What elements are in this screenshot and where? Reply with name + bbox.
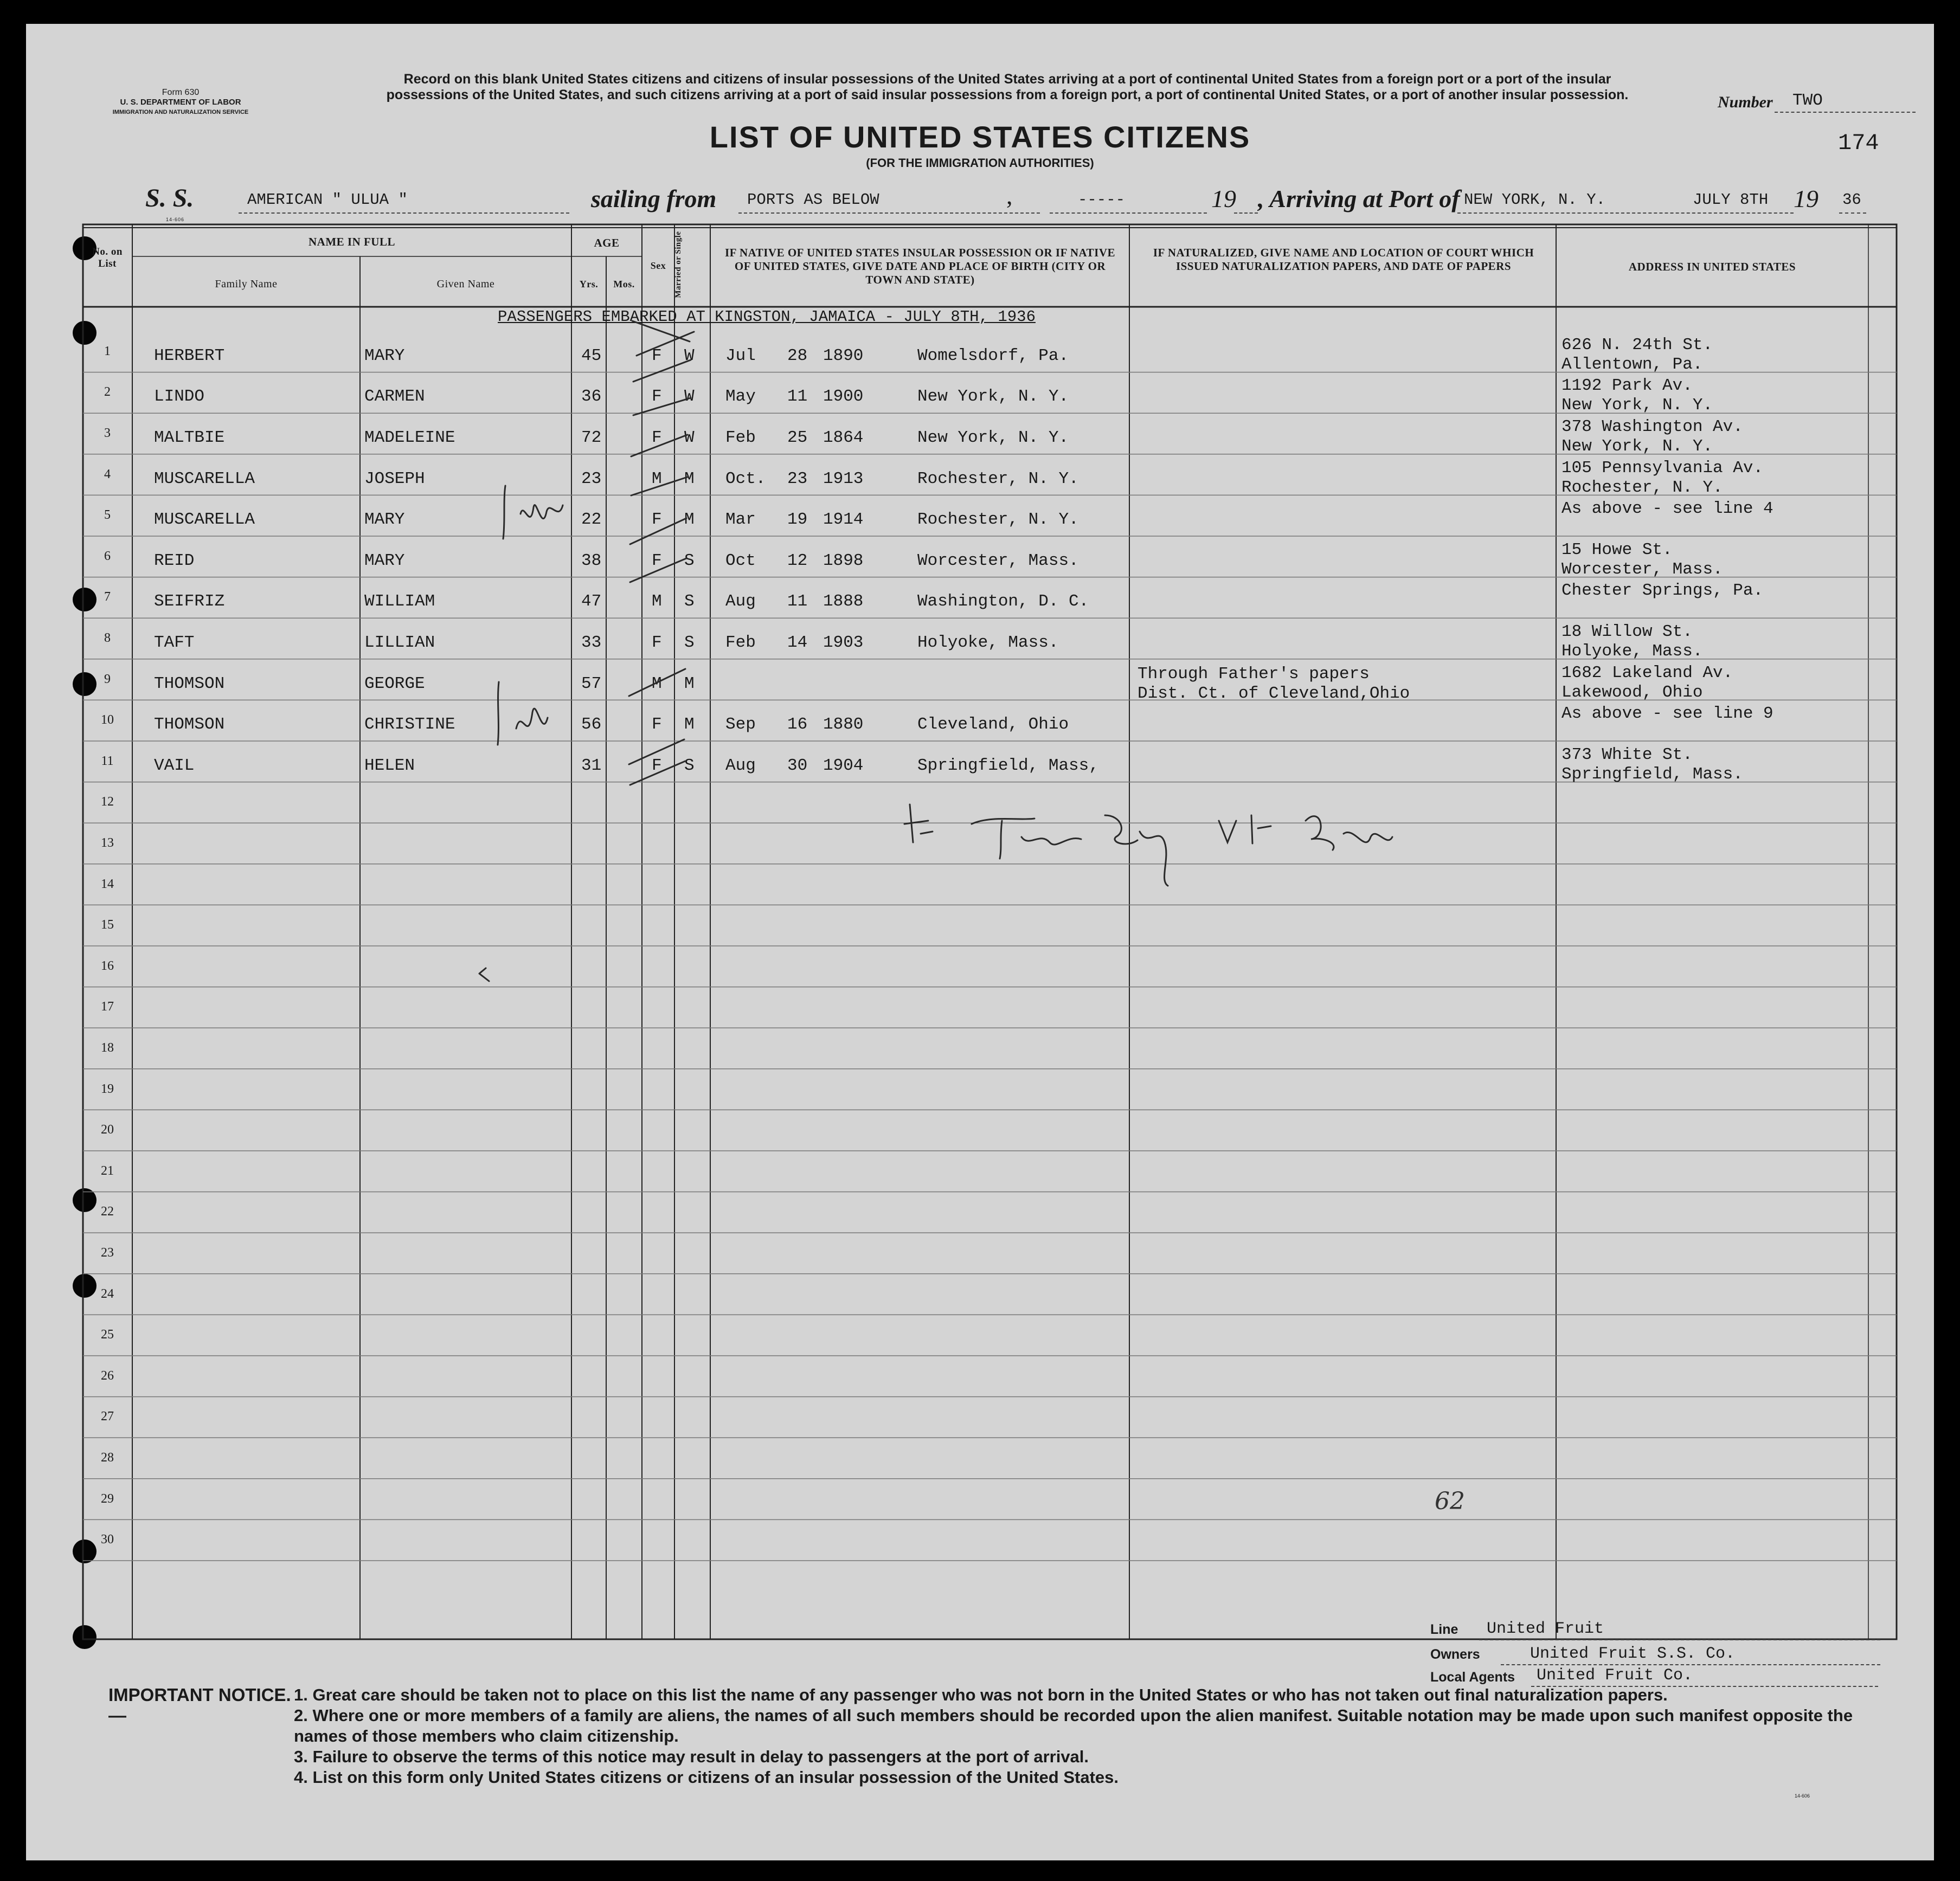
- header-name-in-full: NAME IN FULL: [308, 235, 395, 248]
- line-number: 19: [101, 1081, 114, 1096]
- address-line-1: 105 Pennsylvania Av.: [1561, 458, 1764, 478]
- check-mark: [637, 332, 694, 356]
- owners-label: Owners: [1430, 1647, 1480, 1662]
- age-years: 57: [581, 674, 602, 693]
- line-number: 24: [101, 1286, 114, 1301]
- family-name: VAIL: [154, 756, 195, 775]
- naturalization-line-1: Through Father's papers: [1138, 664, 1370, 684]
- sex: M: [652, 469, 662, 488]
- birth-year: 1904: [823, 756, 864, 775]
- margin-scribble: [516, 708, 548, 729]
- line-number: 29: [101, 1491, 114, 1506]
- line-number: 28: [101, 1450, 114, 1465]
- address-line-2: Worcester, Mass.: [1561, 559, 1723, 579]
- family-name: MUSCARELLA: [154, 510, 255, 530]
- birth-place: Holyoke, Mass.: [917, 633, 1059, 652]
- check-mark: [631, 435, 687, 456]
- owners-value: United Fruit S.S. Co.: [1530, 1645, 1736, 1663]
- given-name: MARY: [364, 346, 405, 365]
- header-yrs: Yrs.: [579, 279, 599, 289]
- given-name: JOSEPH: [364, 469, 425, 488]
- page-title: LIST OF UNITED STATES CITIZENS: [709, 120, 1251, 154]
- birth-month: Jul: [725, 346, 756, 365]
- given-name: WILLIAM: [364, 592, 435, 611]
- address-line-2: Holyoke, Mass.: [1561, 641, 1703, 661]
- line-number: 25: [101, 1328, 114, 1342]
- birth-year: 1898: [823, 551, 864, 570]
- sex: F: [652, 633, 662, 652]
- check-mark: [630, 761, 685, 785]
- header-no-on-list: No. on List: [92, 246, 123, 269]
- age-years: 45: [581, 346, 602, 365]
- given-name: MARY: [364, 551, 405, 570]
- marital-status: S: [684, 633, 695, 652]
- instruction-text: Record on this blank United States citizens and citizens of insular possessions of the United States arriving at a port of continental United States from a foreign port or a port of the insular possessions of the United States, and such citizens arriving at a port of said insular possessions from a foreign port, a port of continental United States, or a port of another insular possession.: [386, 72, 1629, 102]
- given-name: GEORGE: [364, 674, 425, 693]
- address-line-2: New York, N. Y.: [1561, 396, 1713, 415]
- birth-day: 11: [787, 387, 808, 407]
- sex: F: [652, 387, 662, 407]
- marital-status: M: [684, 715, 695, 735]
- marital-status: M: [684, 510, 695, 530]
- address-line-2: New York, N. Y.: [1561, 436, 1713, 456]
- address-line-1: As above - see line 4: [1561, 499, 1773, 519]
- margin-scribble: [498, 682, 499, 745]
- address-line-2: Allentown, Pa.: [1561, 355, 1703, 374]
- sex: F: [652, 346, 662, 365]
- department: U. S. DEPARTMENT OF LABOR: [120, 98, 241, 107]
- notice-item-3: 3. Failure to observe the terms of this notice may result in delay to passengers at the port of arrival.: [294, 1747, 1089, 1766]
- age-years: 36: [581, 387, 602, 407]
- age-years: 72: [581, 428, 602, 447]
- agents-label: Local Agents: [1430, 1670, 1515, 1685]
- sex: F: [652, 715, 662, 735]
- birth-day: 23: [787, 469, 808, 488]
- check-mark: [630, 558, 686, 582]
- header-mos: Mos.: [613, 279, 635, 289]
- naturalization-line-2: Dist. Ct. of Cleveland,Ohio: [1138, 684, 1410, 703]
- birth-year: 1900: [823, 387, 864, 407]
- check-mark: [629, 739, 684, 764]
- number-value: TWO: [1792, 91, 1823, 110]
- line-number: 17: [101, 1000, 114, 1014]
- address-line-1: 378 Washington Av.: [1561, 417, 1743, 436]
- sex: F: [652, 551, 662, 570]
- birth-day: 12: [787, 551, 808, 570]
- marital-status: M: [684, 674, 695, 693]
- check-mark: [632, 321, 690, 342]
- family-name: THOMSON: [154, 715, 225, 735]
- sex: M: [652, 592, 662, 611]
- printer-note: 14-606: [166, 217, 185, 222]
- notice-item-2: 2. Where one or more members of a family are aliens, the names of all such members should be recorded upon the alien manifest. Suitable notation may be made upon such manifest opposite the names of those members who claim citizenship.: [294, 1706, 1853, 1745]
- age-years: 33: [581, 633, 602, 652]
- ship-name: AMERICAN " ULUA ": [247, 191, 408, 209]
- handwritten-note: [972, 819, 1081, 859]
- sailing-label: sailing from: [591, 185, 717, 212]
- check-mark: [631, 477, 687, 495]
- address-line-1: 1192 Park Av.: [1561, 376, 1693, 396]
- header-naturalized: IF NATURALIZED, GIVE NAME AND LOCATION OF COURT WHICH ISSUED NATURALIZATION PAPERS, AND DATE OF PAPERS: [1153, 246, 1534, 273]
- notice-item-4: 4. List on this form only United States citizens or citizens of an insular possession of the United States.: [294, 1768, 1119, 1787]
- margin-tick: [479, 968, 489, 981]
- line-value: United Fruit: [1487, 1620, 1604, 1638]
- service: IMMIGRATION AND NATURALIZATION SERVICE: [112, 109, 249, 115]
- handwritten-marks: [26, 24, 1934, 1860]
- line-number: 22: [101, 1204, 114, 1219]
- header-given-name: Given Name: [436, 278, 495, 290]
- birth-year: 1890: [823, 346, 864, 365]
- line-number: 5: [104, 508, 111, 523]
- arrival-date: JULY 8TH: [1693, 191, 1769, 209]
- family-name: MUSCARELLA: [154, 469, 255, 488]
- birth-year: 1880: [823, 715, 864, 735]
- birth-place: New York, N. Y.: [917, 387, 1069, 407]
- age-years: 31: [581, 756, 602, 775]
- given-name: LILLIAN: [364, 633, 435, 652]
- marital-status: W: [684, 428, 695, 447]
- page-subtitle: (FOR THE IMMIGRATION AUTHORITIES): [866, 156, 1094, 170]
- family-name: MALTBIE: [154, 428, 225, 447]
- header-address: ADDRESS IN UNITED STATES: [1628, 260, 1796, 273]
- number-label: Number: [1718, 93, 1773, 111]
- page-number: 174: [1838, 130, 1879, 156]
- birth-place: Cleveland, Ohio: [917, 715, 1069, 735]
- check-mark: [633, 398, 691, 415]
- family-name: HERBERT: [154, 346, 225, 365]
- marital-status: S: [684, 592, 695, 611]
- line-number: 16: [101, 958, 114, 973]
- birth-place: Washington, D. C.: [917, 592, 1089, 611]
- given-name: CHRISTINE: [364, 715, 455, 735]
- age-years: 56: [581, 715, 602, 735]
- check-mark: [630, 518, 686, 544]
- birth-place: Worcester, Mass.: [917, 551, 1079, 570]
- line-number: 6: [104, 549, 111, 563]
- family-name: LINDO: [154, 387, 205, 407]
- age-years: 23: [581, 469, 602, 488]
- birth-place: Rochester, N. Y.: [917, 510, 1079, 530]
- birth-place: Womelsdorf, Pa.: [917, 346, 1069, 365]
- line-number: 14: [101, 877, 114, 891]
- header-sex: Sex: [650, 260, 666, 271]
- given-name: MARY: [364, 510, 405, 530]
- year-prefix: 19: [1211, 185, 1236, 212]
- address-line-2: Springfield, Mass.: [1561, 764, 1743, 784]
- address-line-1: As above - see line 9: [1561, 704, 1773, 724]
- line-number: 27: [101, 1409, 114, 1424]
- birth-month: May: [725, 387, 756, 407]
- address-line-1: 15 Howe St.: [1561, 540, 1673, 559]
- family-name: SEIFRIZ: [154, 592, 225, 611]
- birth-day: 30: [787, 756, 808, 775]
- line-number: 1: [104, 344, 111, 358]
- ss-label: S. S.: [145, 184, 194, 212]
- handwritten-note: [904, 804, 933, 842]
- marital-status: W: [684, 387, 695, 407]
- address-line-2: Rochester, N. Y.: [1561, 478, 1723, 497]
- arrival-port: NEW YORK, N. Y.: [1464, 191, 1606, 209]
- sailing-from: PORTS AS BELOW: [747, 191, 879, 209]
- birth-month: Oct.: [725, 469, 766, 488]
- header-age: AGE: [594, 236, 620, 249]
- line-label: Line: [1430, 1622, 1458, 1637]
- line-number: 26: [101, 1368, 114, 1383]
- birth-month: Feb: [725, 633, 756, 652]
- birth-year: 1888: [823, 592, 864, 611]
- line-number: 23: [101, 1245, 114, 1260]
- handwritten-note: [1306, 816, 1392, 850]
- printer-note-footer: 14-606: [1795, 1793, 1810, 1799]
- line-number: 3: [104, 426, 111, 440]
- line-number: 21: [101, 1163, 114, 1178]
- sex: F: [652, 756, 662, 775]
- manifest-sheet: [26, 24, 1934, 1860]
- arriving-label: , Arriving at Port of: [1258, 185, 1460, 212]
- birth-place: Rochester, N. Y.: [917, 469, 1079, 488]
- sex: F: [652, 510, 662, 530]
- age-years: 38: [581, 551, 602, 570]
- birth-day: 25: [787, 428, 808, 447]
- birth-day: 19: [787, 510, 808, 530]
- line-number: 13: [101, 835, 114, 850]
- marital-status: S: [684, 756, 695, 775]
- birth-place: New York, N. Y.: [917, 428, 1069, 447]
- header-family-name: Family Name: [215, 278, 278, 290]
- line-number: 9: [104, 672, 111, 686]
- line-number: 4: [104, 467, 111, 481]
- birth-month: Feb: [725, 428, 756, 447]
- line-number: 12: [101, 795, 114, 809]
- address-line-2: Lakewood, Ohio: [1561, 682, 1703, 702]
- birth-year: 1903: [823, 633, 864, 652]
- year-prefix-2: 19: [1794, 185, 1818, 212]
- age-years: 47: [581, 592, 602, 611]
- line-number: 10: [101, 713, 114, 727]
- address-line-1: 626 N. 24th St.: [1561, 335, 1713, 355]
- address-line-1: 18 Willow St.: [1561, 622, 1693, 641]
- birth-month: Mar: [725, 510, 756, 530]
- birth-day: 28: [787, 346, 808, 365]
- marital-status: W: [684, 346, 695, 365]
- line-number: 15: [101, 918, 114, 932]
- arrival-year: 36: [1842, 191, 1861, 209]
- handwritten-number: 62: [1435, 1487, 1465, 1515]
- birth-month: Aug: [725, 756, 756, 775]
- birth-day: 14: [787, 633, 808, 652]
- family-name: THOMSON: [154, 674, 225, 693]
- header-birth: IF NATIVE OF UNITED STATES INSULAR POSSESSION OR IF NATIVE OF UNITED STATES, GIVE DATE AND PLACE OF BIRTH (CITY OR TOWN AND STATE): [724, 246, 1115, 286]
- address-line-1: 373 White St.: [1561, 745, 1693, 764]
- address-line-1: 1682 Lakeland Av.: [1561, 663, 1733, 682]
- handwritten-note: [1105, 815, 1168, 886]
- birth-month: Aug: [725, 592, 756, 611]
- check-mark: [629, 669, 685, 696]
- address-line-1: Chester Springs, Pa.: [1561, 581, 1764, 601]
- birth-month: Sep: [725, 715, 756, 735]
- line-number: 8: [104, 630, 111, 645]
- sailing-date: -----: [1078, 191, 1126, 209]
- given-name: CARMEN: [364, 387, 425, 407]
- family-name: REID: [154, 551, 195, 570]
- margin-scribble: [520, 505, 563, 519]
- line-number: 20: [101, 1123, 114, 1137]
- header-married-single: Married or Single: [674, 231, 683, 298]
- birth-year: 1913: [823, 469, 864, 488]
- given-name: MADELEINE: [364, 428, 455, 447]
- section-banner: PASSENGERS EMBARKED AT KINGSTON, JAMAICA - JULY 8TH, 1936: [498, 308, 1036, 326]
- birth-day: 16: [787, 715, 808, 735]
- family-name: TAFT: [154, 633, 195, 652]
- carrier-info: [1430, 1618, 1897, 1688]
- voyage-line: S. S. AMERICAN " ULUA " sailing from PORTS AS BELOW , ----- 19 , Arriving at Port of NEW YORK, N. Y. JULY 8TH 19 36: [145, 183, 1869, 221]
- birth-place: Springfield, Mass,: [917, 756, 1099, 775]
- birth-year: 1864: [823, 428, 864, 447]
- check-mark: [633, 360, 691, 382]
- line-number: 2: [104, 385, 111, 400]
- marital-status: M: [684, 469, 695, 488]
- agents-value: United Fruit Co.: [1537, 1666, 1693, 1685]
- line-number: 11: [101, 753, 114, 768]
- given-name: HELEN: [364, 756, 415, 775]
- age-years: 22: [581, 510, 602, 530]
- birth-year: 1914: [823, 510, 864, 530]
- birth-month: Oct: [725, 551, 756, 570]
- line-number: 18: [101, 1040, 114, 1055]
- sex: F: [652, 428, 662, 447]
- form-number: Form 630: [162, 88, 200, 97]
- line-number: 30: [101, 1532, 114, 1547]
- marital-status: S: [684, 551, 695, 570]
- line-number: 7: [104, 590, 111, 604]
- notice-item-1: 1. Great care should be taken not to place on this list the name of any passenger who was not born in the United States or who has not taken out final naturalization papers.: [294, 1685, 1668, 1704]
- birth-day: 11: [787, 592, 808, 611]
- sex: M: [652, 674, 662, 693]
- handwritten-note: [1219, 815, 1271, 843]
- margin-scribble: [503, 486, 505, 539]
- notice-title: IMPORTANT NOTICE.—: [108, 1685, 291, 1725]
